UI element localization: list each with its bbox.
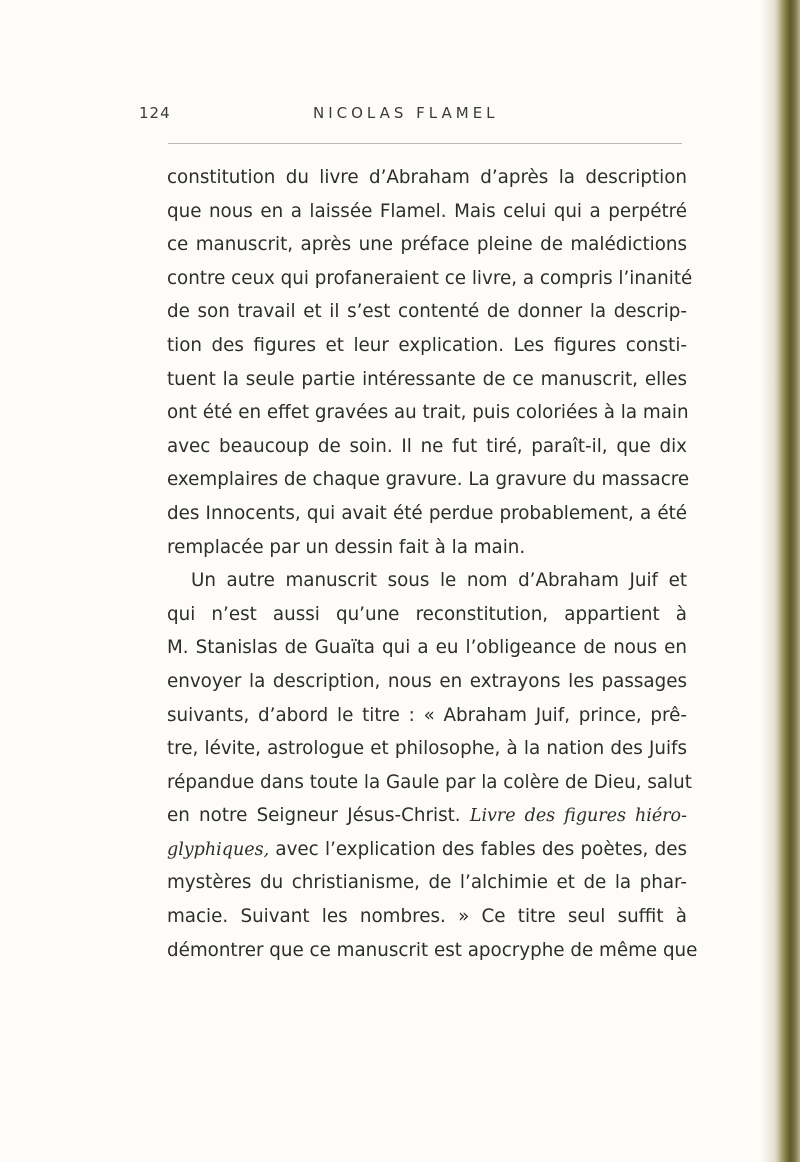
text-line: tuent la seule partie intéressante de ce manuscrit, elles	[167, 368, 687, 390]
text-line: ont été en effet gravées au trait, puis coloriées à la main	[167, 402, 689, 424]
running-title: NICOLAS FLAMEL	[313, 104, 499, 122]
text-fragment: avec l’explication des fables des poètes, des	[269, 838, 687, 860]
header-rule	[168, 143, 682, 144]
body-text	[167, 161, 698, 967]
text-line: mystères du christianisme, de l’alchimie et de la phar-	[167, 872, 687, 894]
text-line: M. Stanislas de Guaïta qui a eu l’obligeance de nous en	[167, 637, 687, 659]
text-line: exemplaires de chaque gravure. La gravure du massacre	[167, 469, 690, 491]
text-line: remplacée par un dessin fait à la main.	[167, 536, 526, 558]
italic-title-fragment: Livre des figures hiéro-	[469, 806, 688, 827]
page-number: 124	[139, 104, 171, 122]
text-line: avec beaucoup de soin. Il ne fut tiré, paraît-il, que dix	[167, 435, 687, 457]
book-edge	[774, 0, 800, 1162]
text-line: tion des figures et leur explication. Les figures consti-	[167, 334, 687, 356]
text-line: envoyer la description, nous en extrayons les passages	[167, 670, 687, 692]
text-line: de son travail et il s’est contenté de donner la descrip-	[167, 301, 687, 323]
text-line	[167, 799, 687, 833]
text-fragment: en notre Seigneur Jésus-Christ.	[167, 805, 461, 827]
text-line: Un autre manuscrit sous le nom d’Abraham Juif et	[191, 570, 687, 592]
text-line: constitution du livre d’Abraham d’après la description	[167, 167, 687, 188]
text-line: tre, lévite, astrologue et philosophe, à la nation des Juifs	[167, 738, 687, 760]
text-line: macie. Suivant les nombres. » Ce titre seul suffit à	[167, 906, 687, 928]
italic-title-fragment: glyphiques,	[167, 839, 270, 860]
text-line	[167, 833, 687, 867]
page-gutter-shadow	[760, 0, 774, 1162]
text-line: des Innocents, qui avait été perdue probablement, a été	[167, 502, 687, 524]
text-line: suivants, d’abord le titre : « Abraham Juif, prince, prê-	[167, 704, 687, 726]
text-line: démontrer que ce manuscrit est apocryphe de même que	[167, 939, 698, 961]
text-line: répandue dans toute la Gaule par la colère de Dieu, salut	[167, 771, 692, 793]
text-line: contre ceux qui profaneraient ce livre, a compris l’inanité	[167, 267, 693, 289]
page-header	[0, 104, 800, 128]
text-line: qui n’est aussi qu’une reconstitution, appartient à	[167, 603, 687, 625]
text-line: ce manuscrit, après une préface pleine de malédictions	[167, 234, 687, 256]
text-line: que nous en a laissée Flamel. Mais celui qui a perpétré	[167, 200, 687, 222]
